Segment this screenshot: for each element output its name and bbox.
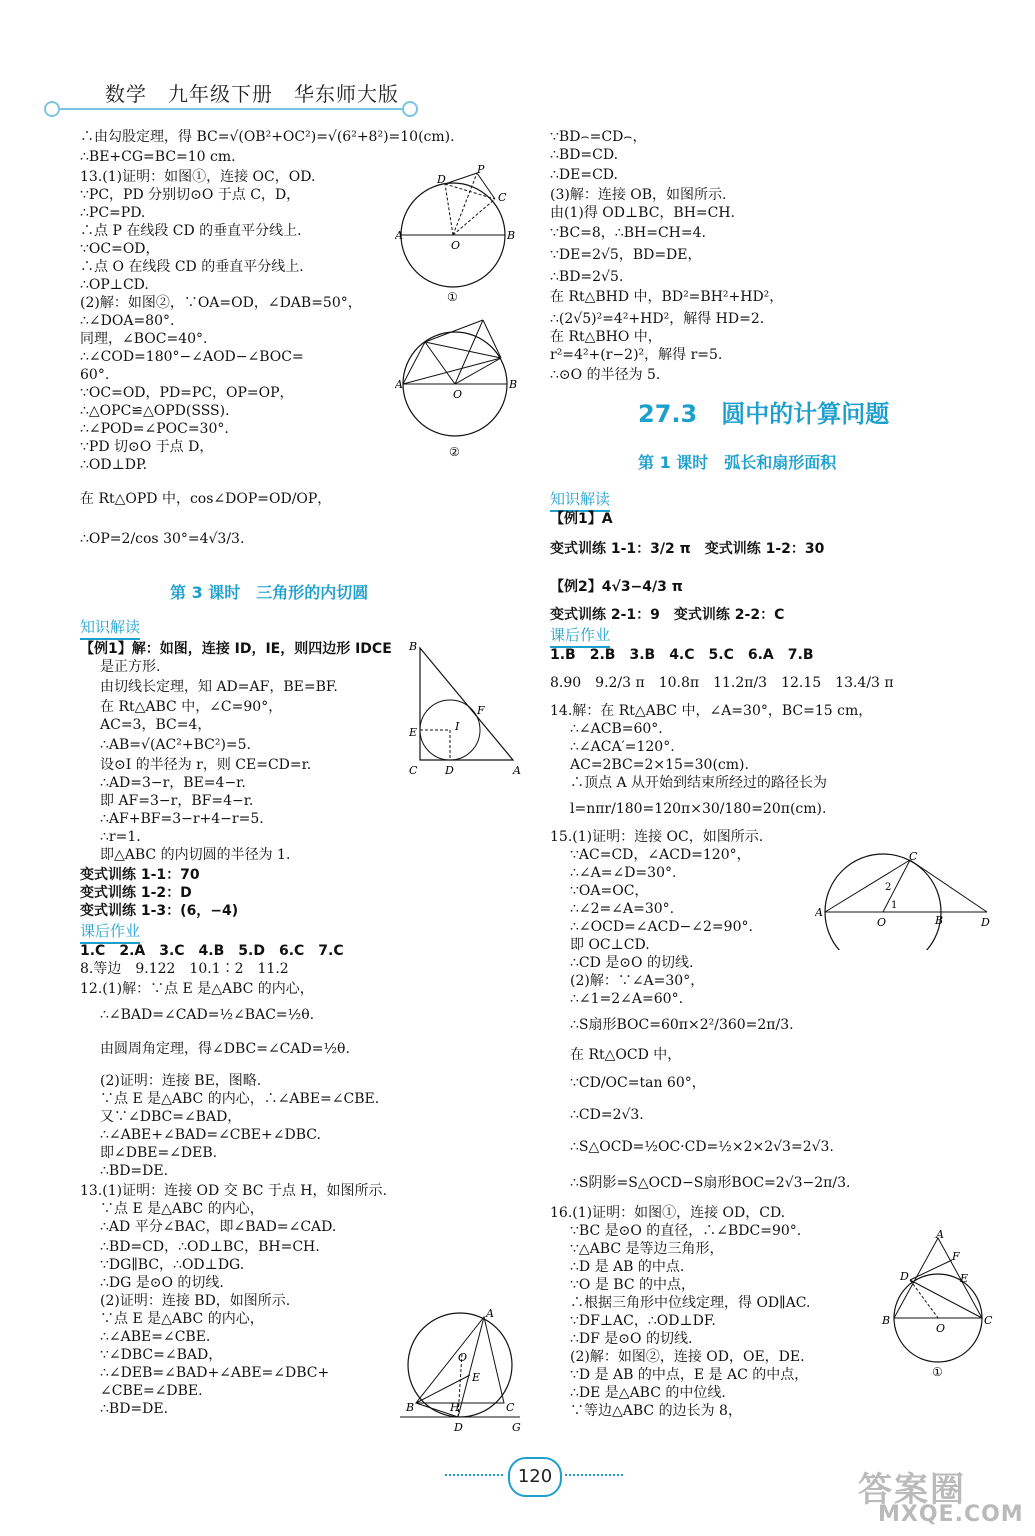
- left-text-line: ∴点 O 在线段 CD 的垂直平分线上.: [80, 259, 304, 275]
- svg-text:B: B: [406, 1401, 415, 1414]
- left-text-line: ∵点 E 是△ABC 的内心，∴∠ABE=∠CBE.: [100, 1091, 380, 1107]
- left-text-line: 变式训练 1-2：D: [80, 885, 192, 901]
- right-text-line: ∵BC 是⊙O 的直径，∴∠BDC=90°.: [570, 1223, 802, 1239]
- right-text-line: ∴D 是 AB 的中点.: [570, 1259, 685, 1275]
- left-text-line: ∵OC=OD，: [80, 241, 160, 257]
- svg-text:B: B: [409, 640, 418, 653]
- left-text-line: ∴∠BAD=∠CAD=½∠BAC=½θ.: [100, 1007, 315, 1023]
- right-text-line: ∴∠A=∠D=30°.: [570, 865, 677, 881]
- right-text-line: ∵DE=2√5，BD=DE，: [550, 247, 702, 263]
- left-text-line: ∴AB=√(AC²+BC²)=5.: [100, 737, 252, 753]
- left-text-line: 在 Rt△OPD 中，cos∠DOP=OD/OP，: [80, 491, 332, 507]
- figure-tangent-1: [395, 165, 525, 305]
- left-text-line: ∠CBE=∠DBE.: [100, 1383, 203, 1399]
- right-text-line: ∴∠ACB=60°.: [570, 721, 663, 737]
- svg-text:A: A: [395, 378, 403, 391]
- right-text-line: ∴∠ACA′=120°.: [570, 739, 675, 755]
- left-text-line: (2)证明：连接 BD，如图所示.: [100, 1293, 291, 1309]
- svg-text:E: E: [960, 1272, 969, 1285]
- right-text-line: ∴CD=2√3.: [570, 1107, 644, 1123]
- left-text-line: 12.(1)解：∵点 E 是△ABC 的内心，: [80, 981, 314, 997]
- lesson1-title: 第 1 课时 弧长和扇形面积: [638, 453, 837, 472]
- svg-text:O: O: [458, 1351, 468, 1364]
- left-text-line: ∴BD=DE.: [100, 1401, 169, 1417]
- svg-text:2: 2: [885, 882, 892, 893]
- left-text-line: 【例1】解：如图，连接 ID，IE，则四边形 IDCE: [80, 641, 392, 657]
- left-text-line: 即 AF=3−r，BF=4−r.: [100, 793, 254, 809]
- svg-text:1: 1: [891, 900, 898, 911]
- figure-1-label: ①: [447, 290, 458, 304]
- left-text-line: ∵∠DBC=∠BAD，: [100, 1347, 223, 1363]
- left-text-line: ∴∠ABE+∠BAD=∠CBE+∠DBC.: [100, 1127, 321, 1143]
- right-text-line: 即 OC⊥CD.: [570, 937, 650, 953]
- svg-text:O: O: [936, 1322, 946, 1335]
- left-text-line: 变式训练 1-3：(6，−4): [80, 903, 239, 919]
- svg-text:D: D: [900, 1270, 909, 1283]
- left-text-line: ∴BD=CD，∴OD⊥BC，BH=CH.: [100, 1239, 320, 1255]
- svg-text:C: C: [506, 1401, 515, 1414]
- left-text-line: 60°.: [80, 367, 110, 383]
- left-text-line: ∴∠ABE=∠CBE.: [100, 1329, 211, 1345]
- svg-text:E: E: [472, 1371, 481, 1384]
- svg-text:D: D: [454, 1421, 463, 1434]
- book-title: 数学 九年级下册 华东师大版: [105, 82, 399, 106]
- label-B: B: [507, 229, 516, 242]
- right-text-line: ∴S扇形BOC=60π×2²/360=2π/3.: [570, 1017, 794, 1033]
- left-text-line: ∵OC=OD，PD=PC，OP=OP，: [80, 385, 294, 401]
- right-text-line: ∴DE=CD.: [550, 167, 618, 183]
- svg-text:I: I: [455, 720, 460, 733]
- page-number-footer: [445, 1455, 625, 1497]
- svg-text:O: O: [877, 916, 887, 929]
- left-text-line: 是正方形.: [100, 659, 161, 675]
- label-A: A: [395, 229, 403, 242]
- left-text-line: ∵PC，PD 分别切⊙O 于点 C，D，: [80, 187, 301, 203]
- left-text-line: 即∠DBE=∠DEB.: [100, 1145, 218, 1161]
- left-text-line: 变式训练 1-1：70: [80, 867, 200, 883]
- label-C: C: [498, 191, 507, 204]
- left-text-line: ∴∠COD=180°−∠AOD−∠BOC=: [80, 349, 304, 365]
- svg-text:D: D: [981, 916, 990, 929]
- left-text-line: ∴r=1.: [100, 829, 141, 845]
- svg-text:C: C: [909, 850, 918, 863]
- right-text-line: ∴根据三角形中位线定理，得 OD∥AC.: [570, 1295, 811, 1311]
- svg-text:A: A: [815, 906, 823, 919]
- left-text-line: 即△ABC 的内切圆的半径为 1.: [100, 847, 291, 863]
- figure-15: [815, 850, 995, 950]
- page-header: [0, 0, 1035, 125]
- right-text-line: ∴CD 是⊙O 的切线.: [570, 955, 694, 971]
- right-text-line: 在 Rt△OCD 中，: [570, 1047, 682, 1063]
- left-text-line: ∴点 P 在线段 CD 的垂直平分线上.: [80, 223, 302, 239]
- svg-text:C: C: [984, 1314, 993, 1327]
- left-text-line: ∵PD 切⊙O 于点 D，: [80, 439, 214, 455]
- header-dot-left: [44, 101, 60, 117]
- left-text-line: 同理，∠BOC=40°.: [80, 331, 208, 347]
- right-text-line: ∵BC=8，∴BH=CH=4.: [550, 225, 706, 241]
- page-number: 120: [508, 1457, 562, 1497]
- right-text-line: ∵O 是 BC 的中点，: [570, 1277, 695, 1293]
- right-text-line: ∴BD=2√5.: [550, 269, 624, 285]
- knowledge-tag-right: 知识解读: [550, 488, 610, 512]
- left-text-line: ∴OP=2/cos 30°=4√3/3.: [80, 531, 245, 547]
- left-text-line: ∴由勾股定理，得 BC=√(OB²+OC²)=√(6²+8²)=10(cm).: [80, 129, 455, 145]
- left-text-line: ∵点 E 是△ABC 的内心，: [100, 1311, 264, 1327]
- left-text-line: ∴BE+CG=BC=10 cm.: [80, 149, 236, 165]
- left-text-line: ∴AF+BF=3−r+4−r=5.: [100, 811, 264, 827]
- left-text-line: 8.等边 9.122 10.1∶2 11.2: [80, 961, 289, 977]
- right-text-line: AC=2BC=2×15=30(cm).: [570, 757, 749, 773]
- left-text-line: 由圆周角定理，得∠DBC=∠CAD=½θ.: [100, 1041, 350, 1057]
- svg-text:B: B: [935, 914, 944, 927]
- right-text-line: ∵OA=OC，: [570, 883, 649, 899]
- figure-16: [880, 1230, 1000, 1380]
- left-text-line: ∴△OPC≌△OPD(SSS).: [80, 403, 230, 419]
- right-text-line: 【例1】A: [550, 511, 613, 527]
- left-text-line: 由切线长定理，知 AD=AF，BE=BF.: [100, 679, 338, 695]
- left-text-line: ∴DG 是⊙O 的切线.: [100, 1275, 224, 1291]
- dots-right: [565, 1474, 623, 1476]
- left-text-line: 设⊙I 的半径为 r，则 CE=CD=r.: [100, 757, 312, 773]
- left-text-line: 又∵∠DBC=∠BAD，: [100, 1109, 242, 1125]
- right-text-line: 变式训练 2-1：9 变式训练 2-2：C: [550, 607, 785, 623]
- label-D: D: [437, 173, 446, 186]
- left-text-line: ∴AD 平分∠BAC，即∠BAD=∠CAD.: [100, 1219, 337, 1235]
- homework-tag-left: 课后作业: [80, 920, 140, 944]
- header-dot-right: [402, 101, 418, 117]
- left-text-line: ∴OD⊥DP.: [80, 457, 148, 473]
- right-text-line: r²=4²+(r−2)²，解得 r=5.: [550, 347, 723, 363]
- right-text-line: ∴DE 是△ABC 的中位线.: [570, 1385, 726, 1401]
- right-text-line: ∵等边△ABC 的边长为 8，: [570, 1403, 742, 1419]
- svg-text:C: C: [409, 764, 418, 777]
- right-text-line: 14.解：在 Rt△ABC 中，∠A=30°，BC=15 cm，: [550, 703, 873, 719]
- figure-incircle: [405, 640, 525, 780]
- chapter-title: 27.3 圆中的计算问题: [638, 400, 890, 428]
- right-text-line: 1.B 2.B 3.B 4.C 5.C 6.A 7.B: [550, 647, 814, 663]
- right-text-line: (2)解：如图②，连接 OD，OE，DE.: [570, 1349, 805, 1365]
- right-text-line: ∴S△OCD=½OC·CD=½×2×2√3=2√3.: [570, 1139, 834, 1155]
- left-text-line: ∵点 E 是△ABC 的内心，: [100, 1201, 264, 1217]
- right-text-line: ∴顶点 A 从开始到结束所经过的路径长为: [570, 775, 828, 791]
- right-text-line: 16.(1)证明：如图①，连接 OD，CD.: [550, 1205, 786, 1221]
- right-text-line: ∴∠2=∠A=30°.: [570, 901, 675, 917]
- right-text-line: ∴BD=CD.: [550, 147, 619, 163]
- right-text-line: ∵DF⊥AC，∴OD⊥DF.: [570, 1313, 716, 1329]
- right-text-line: ∵D 是 AB 的中点，E 是 AC 的中点，: [570, 1367, 809, 1383]
- svg-text:G: G: [512, 1421, 521, 1434]
- right-text-line: ∵BD⌢=CD⌢，: [550, 129, 647, 145]
- right-text-line: 在 Rt△BHO 中，: [550, 329, 662, 345]
- svg-text:B: B: [882, 1314, 891, 1327]
- right-text-line: 15.(1)证明：连接 OC，如图所示.: [550, 829, 764, 845]
- right-text-line: ∴∠OCD=∠ACD−∠2=90°.: [570, 919, 753, 935]
- right-text-line: 由(1)得 OD⊥BC，BH=CH.: [550, 205, 736, 221]
- right-text-line: ∵AC=CD，∠ACD=120°，: [570, 847, 751, 863]
- figure-incenter-circle: [400, 1305, 525, 1435]
- right-text-line: 变式训练 1-1：3/2 π 变式训练 1-2：30: [550, 541, 825, 557]
- right-text-line: (2)解：∵∠A=30°，: [570, 973, 705, 989]
- figure-2-label: ②: [449, 445, 460, 459]
- left-text-line: 13.(1)证明：连接 OD 交 BC 于点 H，如图所示.: [80, 1183, 387, 1199]
- right-text-line: ∴(2√5)²=4²+HD²，解得 HD=2.: [550, 311, 765, 327]
- left-text-line: (2)证明：连接 BE，图略.: [100, 1073, 262, 1089]
- left-text-line: 13.(1)证明：如图①，连接 OC，OD.: [80, 169, 316, 185]
- label-P: P: [477, 165, 485, 176]
- lesson3-title: 第 3 课时 三角形的内切圆: [170, 583, 369, 602]
- left-text-line: ∴AD=3−r，BE=4−r.: [100, 775, 246, 791]
- left-text-line: ∴OP⊥CD.: [80, 277, 149, 293]
- left-text-line: ∴∠DEB=∠BAD+∠ABE=∠DBC+: [100, 1365, 330, 1381]
- left-text-line: ∴∠DOA=80°.: [80, 313, 175, 329]
- left-text-line: ∴BD=DE.: [100, 1163, 169, 1179]
- header-rule: [50, 108, 410, 110]
- figure-16-label: ①: [932, 1365, 943, 1379]
- right-text-line: ∵CD/OC=tan 60°，: [570, 1075, 706, 1091]
- left-text-line: AC=3，BC=4，: [100, 717, 212, 733]
- dots-left: [445, 1474, 503, 1476]
- right-text-line: (3)解：连接 OB，如图所示.: [550, 187, 727, 203]
- homework-tag-right: 课后作业: [550, 624, 610, 648]
- right-text-line: ∴S阴影=S△OCD−S扇形BOC=2√3−2π/3.: [570, 1175, 851, 1191]
- left-text-line: ∴∠POD=∠POC=30°.: [80, 421, 229, 437]
- right-text-line: l=nπr/180=120π×30/180=20π(cm).: [570, 801, 827, 817]
- label-O: O: [451, 239, 461, 252]
- knowledge-tag-left: 知识解读: [80, 616, 140, 640]
- left-text-line: (2)解：如图②，∵OA=OD，∠DAB=50°，: [80, 295, 362, 311]
- svg-text:E: E: [409, 726, 418, 739]
- svg-text:A: A: [486, 1307, 494, 1320]
- svg-text:A: A: [513, 764, 521, 777]
- svg-text:F: F: [952, 1250, 960, 1263]
- right-text-line: ∵△ABC 是等边三角形，: [570, 1241, 724, 1257]
- right-text-line: ∴DF 是⊙O 的切线.: [570, 1331, 693, 1347]
- svg-text:B: B: [509, 378, 518, 391]
- svg-text:F: F: [477, 704, 485, 717]
- right-text-line: 在 Rt△BHD 中，BD²=BH²+HD²，: [550, 289, 784, 305]
- left-text-line: ∵DG∥BC，∴OD⊥DG.: [100, 1257, 245, 1273]
- left-text-line: 在 Rt△ABC 中，∠C=90°，: [100, 699, 283, 715]
- svg-text:A: A: [936, 1230, 944, 1241]
- left-text-line: 1.C 2.A 3.C 4.B 5.D 6.C 7.C: [80, 943, 344, 959]
- left-text-line: ∴PC=PD.: [80, 205, 146, 221]
- watermark-logo: 答案圈 MXQE.COM: [858, 1470, 1024, 1527]
- svg-text:O: O: [453, 388, 463, 401]
- right-text-line: 8.90 9.2/3 π 10.8π 11.2π/3 12.15 13.4/3 π: [550, 675, 894, 691]
- svg-text:H: H: [450, 1401, 460, 1414]
- right-text-line: ∴⊙O 的半径为 5.: [550, 367, 661, 383]
- right-text-line: ∴∠1=2∠A=60°.: [570, 991, 684, 1007]
- figure-tangent-2: [395, 312, 525, 462]
- right-text-line: 【例2】4√3−4/3 π: [550, 579, 683, 595]
- svg-text:D: D: [445, 764, 454, 777]
